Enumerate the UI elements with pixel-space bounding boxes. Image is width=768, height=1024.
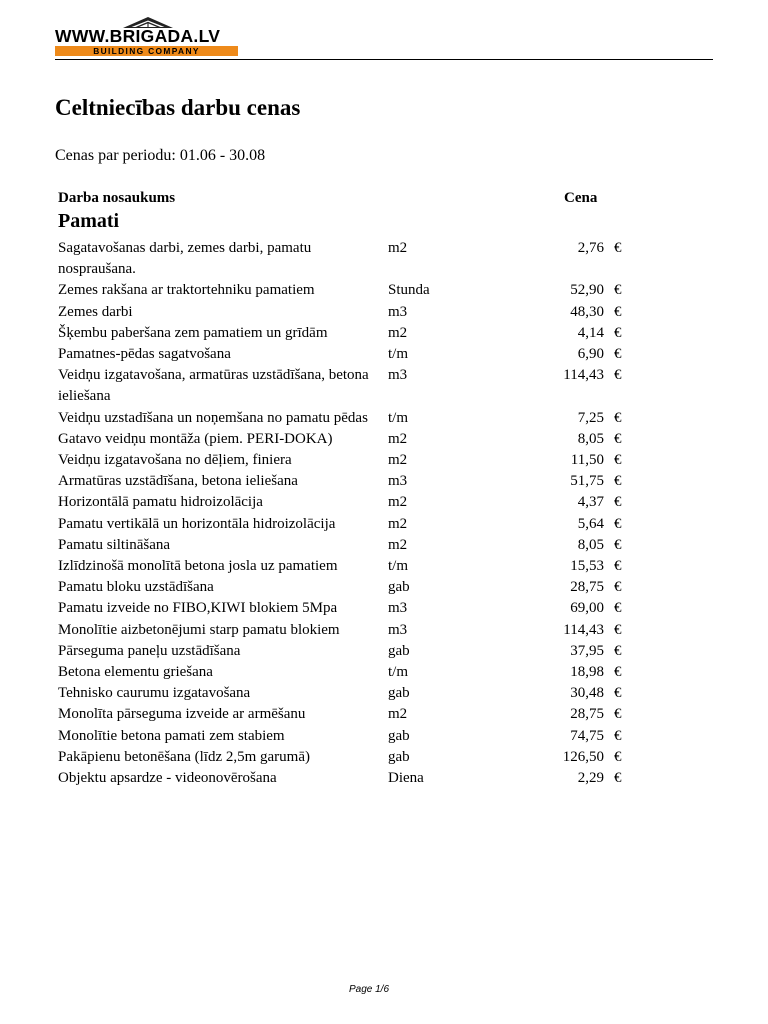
item-price: 5,64: [577, 515, 604, 532]
item-price: 8,05: [577, 430, 604, 447]
item-currency: €: [614, 579, 622, 596]
item-name: Monolītie betona pamati zem stabiem: [58, 727, 285, 744]
header-divider: [55, 59, 713, 60]
price-row: [58, 514, 638, 535]
item-unit: m3: [388, 367, 408, 384]
item-currency: €: [614, 494, 622, 511]
item-unit: gab: [388, 685, 410, 702]
item-name: Šķembu paberšana zem pamatiem un grīdām: [58, 324, 328, 341]
item-unit: m2: [388, 706, 408, 723]
item-currency: €: [614, 770, 622, 787]
item-price: 126,50: [562, 748, 604, 765]
item-currency: €: [614, 367, 622, 384]
item-price: 6,90: [577, 346, 604, 363]
price-row: [58, 598, 638, 619]
item-price: 114,43: [563, 621, 604, 638]
price-row: [58, 471, 638, 492]
item-unit: m3: [388, 621, 408, 638]
item-currency: €: [614, 324, 622, 341]
price-row: [58, 704, 638, 725]
price-row: [58, 238, 638, 280]
item-name: Pamatnes-pēdas sagatvošana: [58, 346, 231, 363]
item-unit: m3: [388, 600, 408, 617]
item-unit: m3: [388, 473, 408, 490]
item-currency: €: [614, 727, 622, 744]
item-currency: €: [614, 515, 622, 532]
item-name: Izlīdzinošā monolītā betona josla uz pamatiem: [58, 558, 338, 575]
item-currency: €: [614, 558, 622, 575]
item-price: 18,98: [570, 664, 604, 681]
price-row: [58, 641, 638, 662]
item-unit: t/m: [388, 664, 409, 681]
item-price: 69,00: [570, 600, 604, 617]
item-name: Veidņu izgatavošana no dēļiem, finiera: [58, 452, 292, 469]
company-logo: [55, 16, 240, 56]
item-unit: t/m: [388, 558, 409, 575]
item-currency: €: [614, 706, 622, 723]
item-price: 51,75: [570, 473, 604, 490]
item-name: Objektu apsardze - videonovērošana: [58, 770, 277, 787]
item-price: 37,95: [570, 642, 604, 659]
item-price: 7,25: [577, 409, 604, 426]
item-unit: m2: [388, 494, 408, 511]
item-name: Pamatu bloku uzstādīšana: [58, 579, 214, 596]
item-unit: Stunda: [388, 282, 430, 299]
page-title: Celtniecības darbu cenas: [55, 95, 301, 120]
item-currency: €: [614, 642, 622, 659]
price-row: [58, 620, 638, 641]
item-name: Gatavo veidņu montāža (piem. PERI-DOKA): [58, 430, 333, 447]
item-currency: €: [614, 452, 622, 469]
price-row: [58, 726, 638, 747]
item-price: 52,90: [570, 282, 604, 299]
item-unit: m3: [388, 303, 408, 320]
item-price: 30,48: [570, 685, 604, 702]
item-name: Zemes rakšana ar traktortehniku pamatiem: [58, 282, 315, 299]
price-row: [58, 747, 638, 768]
price-row: [58, 408, 638, 429]
item-unit: Diena: [388, 770, 424, 787]
item-name: Tehnisko caurumu izgatavošana: [58, 685, 251, 702]
item-currency: €: [614, 748, 622, 765]
item-unit: gab: [388, 642, 410, 659]
item-unit: m2: [388, 324, 408, 341]
item-name: Veidņu izgatavošana, armatūras uzstādīšana, betona ieliešana: [58, 367, 369, 405]
item-name: Monolīta pārseguma izveide ar armēšanu: [58, 706, 306, 723]
section-title: Pamati: [58, 210, 120, 232]
logo-tagline: BUILDING COMPANY: [55, 46, 238, 56]
price-row: [58, 768, 638, 789]
item-name: Armatūras uzstādīšana, betona ieliešana: [58, 473, 298, 490]
price-row: [58, 429, 638, 450]
item-price: 2,29: [577, 770, 604, 787]
item-currency: €: [614, 621, 622, 638]
item-name: Pamatu siltināšana: [58, 536, 171, 553]
column-header-name: Darba nosaukums: [58, 190, 176, 206]
item-name: Betona elementu griešana: [58, 664, 213, 681]
item-currency: €: [614, 430, 622, 447]
price-row: [58, 450, 638, 471]
page-number: Page 1/6: [348, 984, 390, 995]
item-currency: €: [614, 282, 622, 299]
item-unit: m2: [388, 452, 408, 469]
item-currency: €: [614, 473, 622, 490]
item-currency: €: [614, 685, 622, 702]
item-unit: t/m: [388, 409, 409, 426]
item-name: Sagatavošanas darbi, zemes darbi, pamatu nospraušana.: [58, 240, 312, 278]
item-unit: gab: [388, 727, 410, 744]
item-unit: gab: [388, 748, 410, 765]
item-name: Pārseguma paneļu uzstādīšana: [58, 642, 241, 659]
item-unit: m2: [388, 240, 408, 256]
price-row: [58, 365, 638, 407]
price-list: [58, 238, 638, 789]
item-name: Veidņu uzstadīšana un noņemšana no pamatu pēdas: [58, 409, 368, 426]
item-price: 15,53: [570, 558, 604, 575]
item-price: 28,75: [570, 579, 604, 596]
item-currency: €: [614, 409, 622, 426]
item-currency: €: [614, 346, 622, 363]
item-price: 74,75: [570, 727, 604, 744]
price-row: [58, 344, 638, 365]
price-period: Cenas par periodu: 01.06 - 30.08: [55, 147, 266, 164]
item-price: 48,30: [570, 303, 604, 320]
item-currency: €: [614, 600, 622, 617]
item-unit: gab: [388, 579, 410, 596]
price-row: [58, 302, 638, 323]
item-unit: m2: [388, 430, 408, 447]
item-price: 4,37: [577, 494, 604, 511]
column-header-price: Cena: [564, 190, 598, 206]
item-name: Horizontālā pamatu hidroizolācija: [58, 494, 263, 511]
item-currency: €: [614, 303, 622, 320]
item-price: 8,05: [577, 536, 604, 553]
item-name: Pakāpienu betonēšana (līdz 2,5m garumā): [58, 748, 310, 765]
item-name: Monolītie aizbetonējumi starp pamatu blokiem: [58, 621, 340, 638]
item-price: 2,76: [577, 240, 604, 256]
item-name: Pamatu izveide no FIBO,KIWI blokiem 5Mpa: [58, 600, 338, 617]
item-currency: €: [614, 240, 622, 256]
item-unit: t/m: [388, 346, 409, 363]
item-price: 11,50: [570, 452, 604, 469]
price-row: [58, 323, 638, 344]
logo-url-text: WWW.BRIGADA.LV: [55, 26, 221, 46]
item-name: Zemes darbi: [58, 303, 133, 320]
price-row: [58, 280, 638, 301]
price-row: [58, 683, 638, 704]
item-currency: €: [614, 664, 622, 681]
price-row: [58, 492, 638, 513]
item-name: Pamatu vertikālā un horizontāla hidroizolācija: [58, 515, 336, 532]
price-row: [58, 556, 638, 577]
item-price: 114,43: [563, 367, 604, 384]
price-row: [58, 577, 638, 598]
item-currency: €: [614, 536, 622, 553]
item-price: 28,75: [570, 706, 604, 723]
item-unit: m2: [388, 536, 408, 553]
item-price: 4,14: [577, 324, 604, 341]
price-row: [58, 662, 638, 683]
price-row: [58, 535, 638, 556]
item-unit: m2: [388, 515, 408, 532]
